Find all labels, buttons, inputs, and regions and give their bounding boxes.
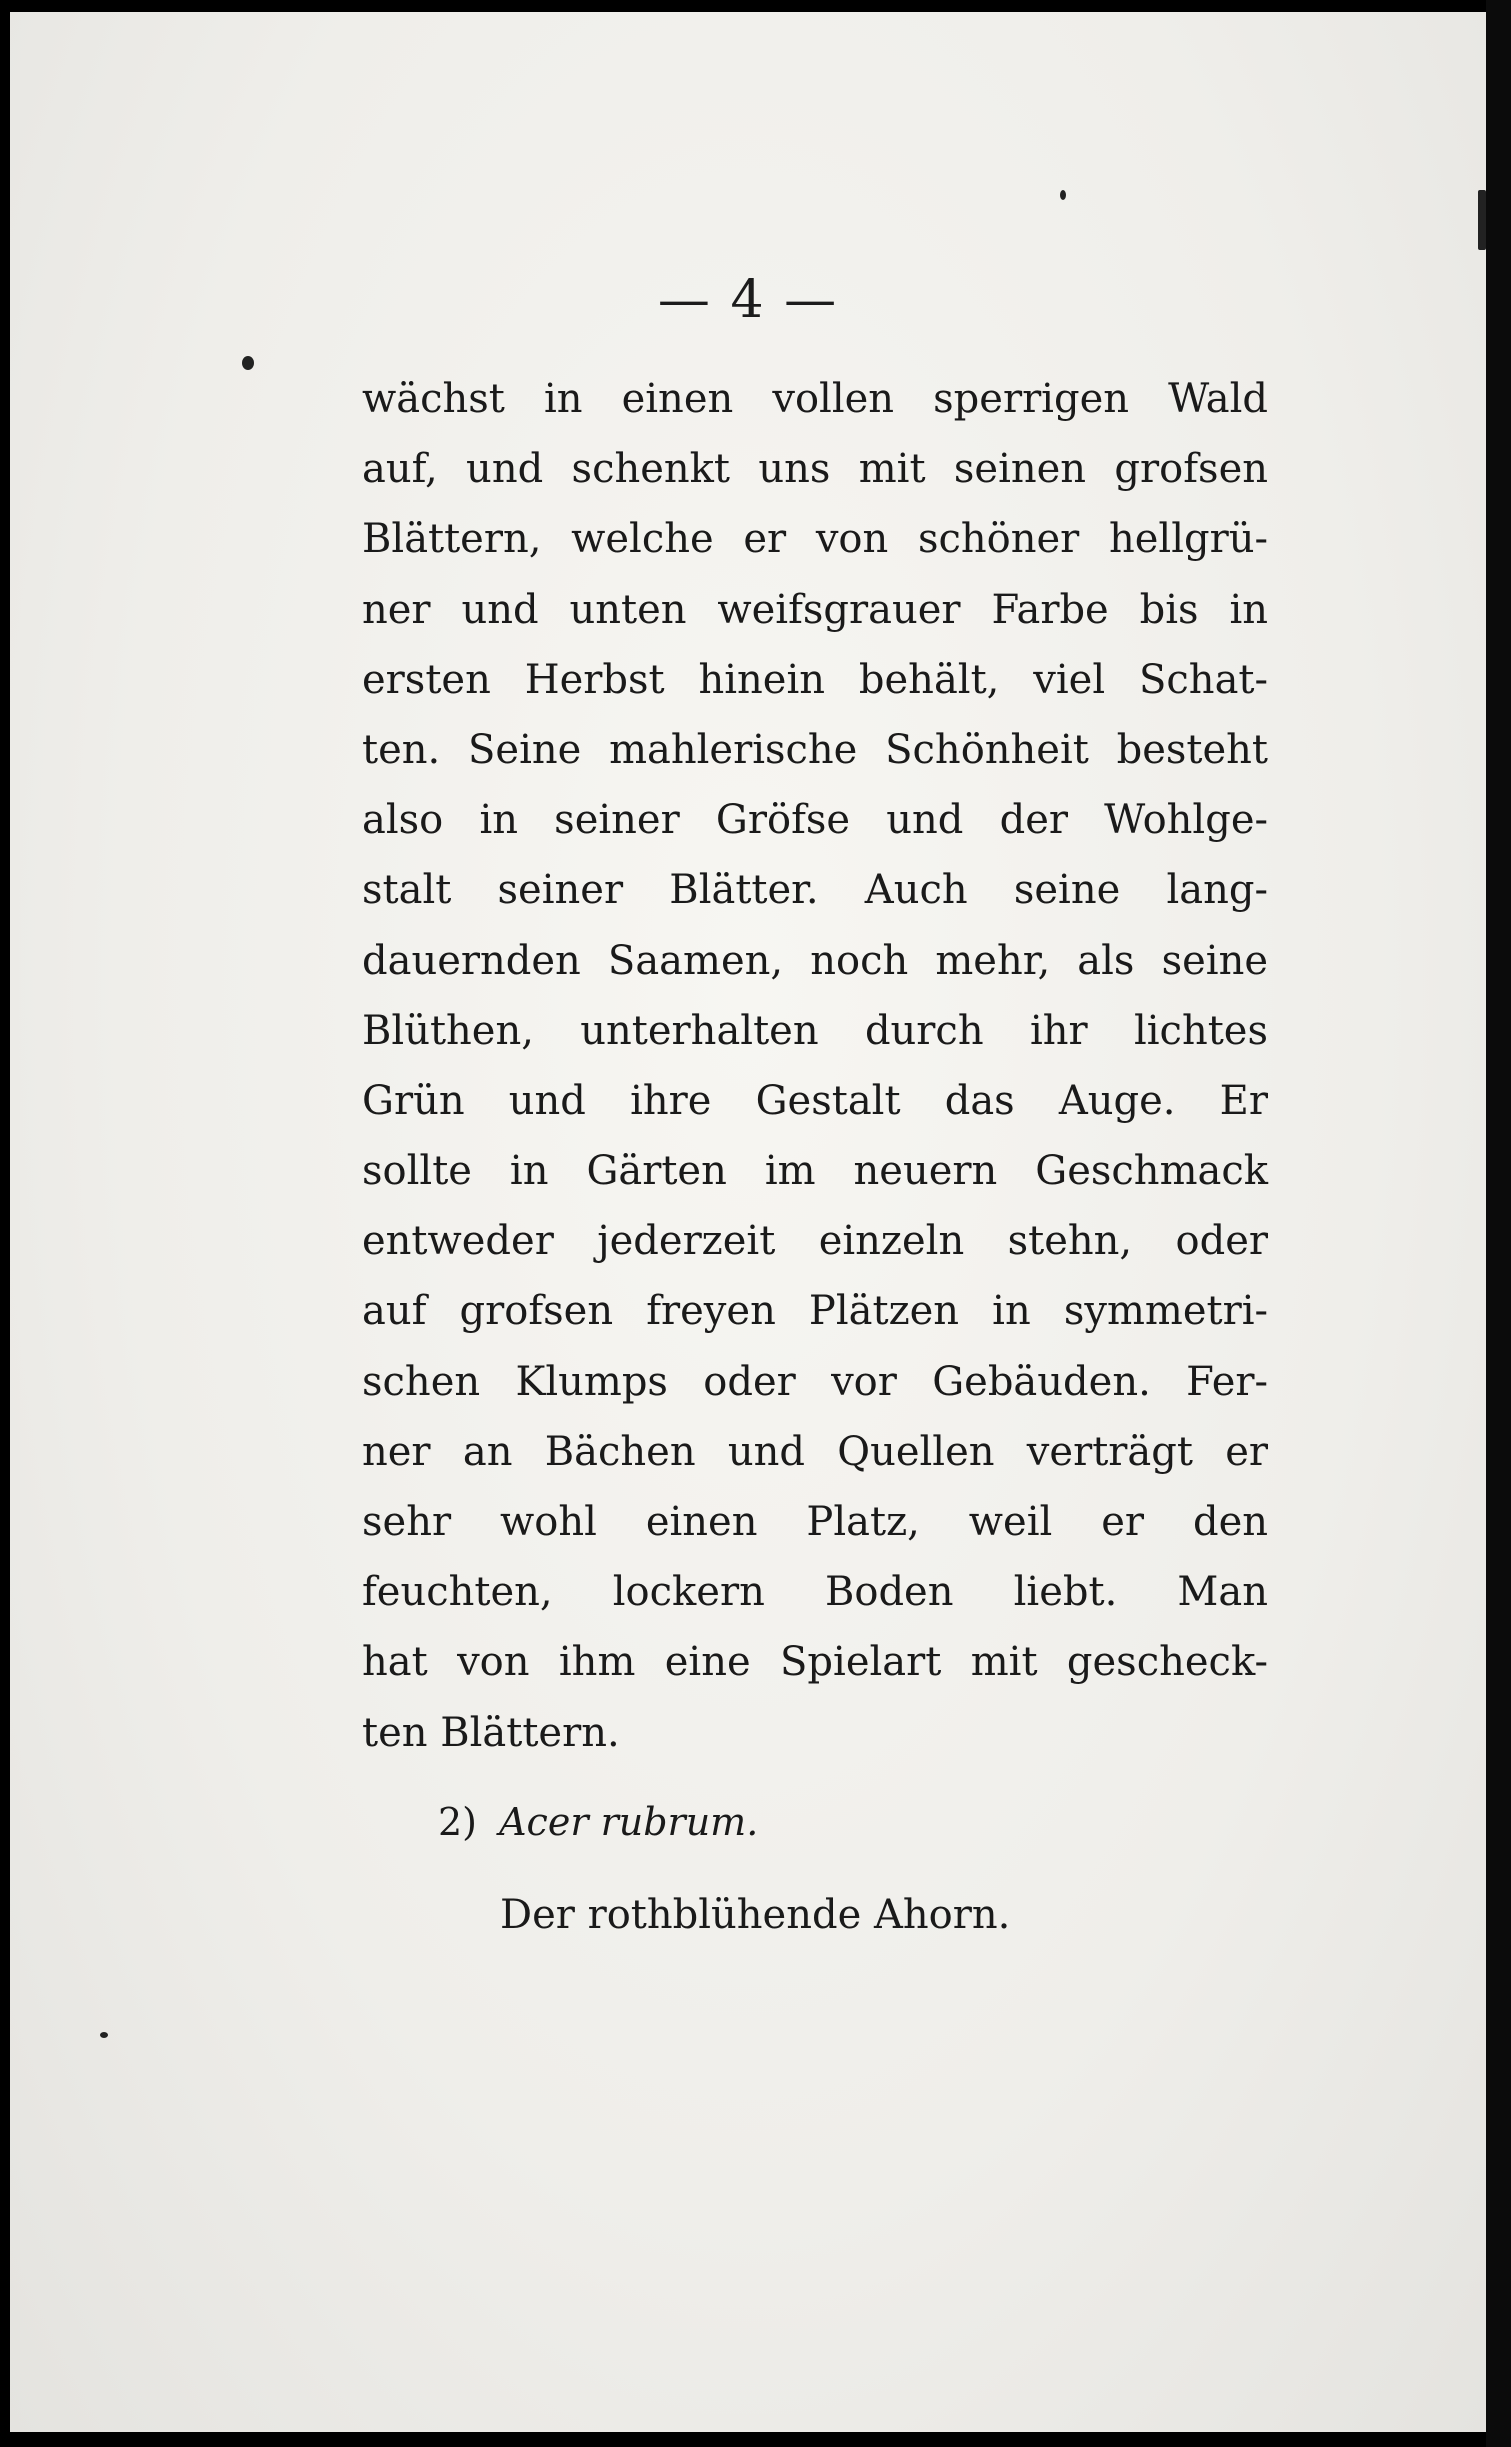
text-line: feuchten, lockern Boden liebt. Man [362, 1569, 1268, 1616]
text-line: ner und unten weifsgrauer Farbe bis in [362, 586, 1268, 633]
page-number: — 4 — [657, 270, 839, 330]
text-line: ten. Seine mahlerische Schönheit besteht [362, 726, 1268, 773]
text-line: auf, und schenkt uns mit seinen grofsen [362, 446, 1268, 493]
text-line: dauernden Saamen, noch mehr, als seine [362, 937, 1268, 984]
ink-speck [242, 356, 254, 370]
text-line: wächst in einen vollen sperrigen Wald [362, 376, 1268, 422]
text-line: ner an Bächen und Quellen verträgt er [362, 1428, 1268, 1475]
text-line: Blüthen, unterhalten durch ihr lichtes [362, 1007, 1268, 1054]
text-line: ersten Herbst hinein behält, viel Schat- [362, 656, 1268, 703]
ink-speck [100, 2032, 108, 2038]
text-line: stalt seiner Blätter. Auch seine lang- [362, 867, 1268, 914]
ink-speck [1060, 190, 1066, 200]
species-number: 2) [438, 1800, 478, 1844]
page-edge-shadow [1486, 0, 1511, 2447]
text-line: ten Blättern. [362, 1709, 620, 1756]
species-latin-name: Acer rubrum. [499, 1800, 759, 1844]
text-line: also in seiner Gröfse und der Wohlge- [362, 797, 1268, 844]
species-common-name: Der rothblühende Ahorn. [500, 1892, 1011, 1938]
body-paragraph [362, 364, 1268, 1768]
text-line: Grün und ihre Gestalt das Auge. Er [362, 1077, 1268, 1124]
ink-speck [1478, 190, 1486, 250]
text-line: sehr wohl einen Platz, weil er den [362, 1499, 1268, 1545]
text-line: schen Klumps oder vor Gebäuden. Fer- [362, 1358, 1268, 1405]
text-line: entweder jederzeit einzeln stehn, oder [362, 1218, 1268, 1265]
species-heading [438, 1800, 758, 1844]
text-line: hat von ihm eine Spielart mit gescheck- [362, 1639, 1268, 1686]
book-page [10, 12, 1486, 2432]
text-line: Blättern, welche er von schöner hellgrü- [362, 516, 1268, 563]
text-line: sollte in Gärten im neuern Geschmack [362, 1148, 1268, 1195]
text-line: auf grofsen freyen Plätzen in symmetri- [362, 1288, 1268, 1335]
